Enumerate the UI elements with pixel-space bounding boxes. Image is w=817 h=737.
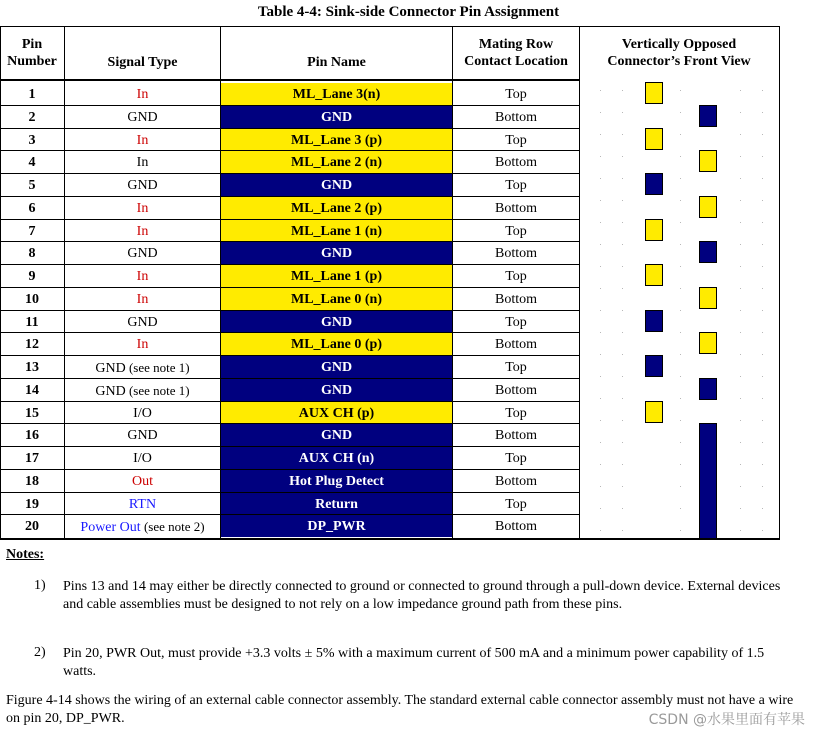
contact-square xyxy=(699,105,717,127)
contact-square xyxy=(699,196,717,218)
guide-dot xyxy=(622,354,623,355)
guide-dot xyxy=(600,288,601,289)
pin-number-cell: 20 xyxy=(25,519,39,534)
contact-square xyxy=(645,82,663,104)
guide-dot xyxy=(680,376,681,377)
guide-dot xyxy=(740,332,741,333)
header-pin-number: Pin Number xyxy=(7,37,57,69)
signal-type-cell xyxy=(65,402,220,424)
table-title: Table 4-4: Sink-side Connector Pin Assignment xyxy=(257,4,560,20)
pin-name-cell: ML_Lane 0 (p) xyxy=(221,333,452,355)
mating-row-cell: Bottom xyxy=(494,383,537,398)
guide-dot xyxy=(622,266,623,267)
guide-dot xyxy=(600,332,601,333)
mating-row-cell: Bottom xyxy=(494,519,537,534)
grid-line-horizontal xyxy=(0,401,580,402)
grid-line-horizontal xyxy=(0,514,580,515)
pin-name-cell: ML_Lane 0 (n) xyxy=(221,288,452,310)
mating-row-cell: Top xyxy=(505,269,527,284)
grid-line-horizontal xyxy=(0,173,580,174)
header-signal-type: Signal Type xyxy=(107,55,178,70)
pin-number-cell: 10 xyxy=(25,292,39,307)
signal-type-value: GND xyxy=(127,246,158,261)
signal-type-value: I/O xyxy=(133,406,152,421)
pin-number-cell: 8 xyxy=(28,246,36,261)
pin-number-cell: 9 xyxy=(28,269,36,284)
guide-dot xyxy=(680,530,681,531)
guide-dot xyxy=(740,464,741,465)
grid-line-horizontal xyxy=(0,196,580,197)
grid-line-vertical xyxy=(64,26,65,539)
guide-dot xyxy=(762,156,763,157)
pin-number-cell: 3 xyxy=(28,133,36,148)
guide-dot xyxy=(622,530,623,531)
guide-dot xyxy=(622,332,623,333)
guide-dot xyxy=(622,112,623,113)
signal-type-value: In xyxy=(136,224,149,239)
signal-type-value: I/O xyxy=(133,451,152,466)
pin-number-cell: 11 xyxy=(25,315,39,330)
guide-dot xyxy=(740,266,741,267)
guide-dot xyxy=(740,90,741,91)
pin-name-cell: Return xyxy=(221,493,452,514)
signal-type-value: Out xyxy=(132,474,153,489)
guide-dot xyxy=(680,420,681,421)
grid-line-horizontal xyxy=(0,150,580,151)
pin-number-cell: 6 xyxy=(28,201,36,216)
contact-square xyxy=(699,150,717,172)
guide-dot xyxy=(600,200,601,201)
signal-type-cell xyxy=(65,174,220,196)
mating-row-cell: Bottom xyxy=(494,474,537,489)
guide-dot xyxy=(680,90,681,91)
body-paragraph: Figure 4-14 shows the wiring of an external cable connector assembly. The standard external cable connector assembly must not have a wire on pin 20, DP_PWR. xyxy=(6,693,794,726)
pin-name-cell: GND xyxy=(221,356,452,378)
mating-row-cell: Top xyxy=(505,451,527,466)
guide-dot xyxy=(600,464,601,465)
guide-dot xyxy=(622,134,623,135)
contact-strip xyxy=(699,423,717,539)
guide-dot xyxy=(762,486,763,487)
note-text: Pins 13 and 14 may either be directly connected to ground or connected to ground through a pull-down device. External devices and cable assemblies must be designed to not rely on a low impedance ground path from these pins. xyxy=(63,579,781,612)
contact-square xyxy=(645,219,663,241)
pin-number-cell: 17 xyxy=(25,451,39,466)
guide-dot xyxy=(680,200,681,201)
signal-type-cell xyxy=(65,151,220,173)
grid-line-horizontal xyxy=(0,492,580,493)
guide-dot xyxy=(680,112,681,113)
guide-dot xyxy=(622,178,623,179)
guide-dot xyxy=(762,442,763,443)
pin-number-cell: 19 xyxy=(25,497,39,512)
guide-dot xyxy=(740,354,741,355)
guide-dot xyxy=(740,530,741,531)
mating-row-cell: Bottom xyxy=(494,292,537,307)
guide-dot xyxy=(600,222,601,223)
grid-line-horizontal xyxy=(0,469,580,470)
pin-name-cell: DP_PWR xyxy=(221,515,452,537)
guide-dot xyxy=(740,288,741,289)
contact-square xyxy=(699,241,717,263)
signal-type-cell xyxy=(65,424,220,446)
signal-type-cell xyxy=(65,379,220,401)
contact-square xyxy=(645,128,663,150)
note-text: Pin 20, PWR Out, must provide +3.3 volts ± 5% with a maximum current of 500 mA and a minimum power capability of 1.5 watts. xyxy=(63,646,765,679)
guide-dot xyxy=(600,310,601,311)
pin-name-cell: GND xyxy=(221,424,452,446)
signal-type-cell xyxy=(65,220,220,242)
guide-dot xyxy=(762,376,763,377)
guide-dot xyxy=(740,420,741,421)
mating-row-cell: Bottom xyxy=(494,155,537,170)
signal-type-value: In xyxy=(136,269,149,284)
mating-row-cell: Bottom xyxy=(494,246,537,261)
guide-dot xyxy=(680,156,681,157)
guide-dot xyxy=(600,178,601,179)
guide-dot xyxy=(680,288,681,289)
guide-dot xyxy=(762,244,763,245)
note-number: 1) xyxy=(34,578,46,593)
pin-name-cell: ML_Lane 1 (p) xyxy=(221,265,452,287)
mating-row-cell: Top xyxy=(505,178,527,193)
signal-type-value: In xyxy=(136,87,149,102)
guide-dot xyxy=(740,134,741,135)
grid-line-horizontal xyxy=(0,446,580,447)
guide-dot xyxy=(600,398,601,399)
signal-type-value: In xyxy=(136,201,149,216)
pin-name-cell: ML_Lane 1 (n) xyxy=(221,220,452,241)
guide-dot xyxy=(680,442,681,443)
guide-dot xyxy=(600,354,601,355)
mating-row-cell: Bottom xyxy=(494,337,537,352)
grid-line-vertical xyxy=(220,26,221,539)
guide-dot xyxy=(622,376,623,377)
pin-number-cell: 18 xyxy=(25,474,39,489)
guide-dot xyxy=(762,420,763,421)
guide-dot xyxy=(680,486,681,487)
guide-dot xyxy=(622,156,623,157)
signal-type-cell xyxy=(65,83,220,105)
mating-row-cell: Top xyxy=(505,224,527,239)
signal-type-cell xyxy=(65,470,220,492)
pin-name-cell: AUX CH (n) xyxy=(221,447,452,469)
grid-line-horizontal xyxy=(0,128,580,129)
signal-type-value: GND xyxy=(127,428,158,443)
guide-dot xyxy=(762,464,763,465)
pin-number-cell: 12 xyxy=(25,337,39,352)
signal-type-cell xyxy=(65,447,220,469)
signal-type-cell xyxy=(65,197,220,219)
contact-square xyxy=(699,378,717,400)
guide-dot xyxy=(600,244,601,245)
header-pin-name: Pin Name xyxy=(307,55,366,70)
note-number: 2) xyxy=(34,645,46,660)
guide-dot xyxy=(622,222,623,223)
notes-heading: Notes: xyxy=(6,547,45,562)
guide-dot xyxy=(762,112,763,113)
signal-type-cell xyxy=(65,333,220,355)
signal-type-value: GND xyxy=(95,384,126,399)
grid-line-vertical xyxy=(579,26,580,539)
guide-dot xyxy=(622,398,623,399)
guide-dot xyxy=(600,266,601,267)
mating-row-cell: Top xyxy=(505,315,527,330)
signal-note: (see note 1) xyxy=(125,383,190,398)
grid-line-horizontal xyxy=(0,423,580,424)
guide-dot xyxy=(680,244,681,245)
guide-dot xyxy=(762,288,763,289)
signal-type-value: In xyxy=(136,292,149,307)
grid-line-horizontal xyxy=(0,538,780,540)
pin-number-cell: 14 xyxy=(25,383,39,398)
signal-type-cell xyxy=(65,311,220,333)
guide-dot xyxy=(762,332,763,333)
signal-type-cell xyxy=(65,106,220,128)
guide-dot xyxy=(622,486,623,487)
pin-name-cell: ML_Lane 2 (n) xyxy=(221,151,452,173)
guide-dot xyxy=(740,156,741,157)
guide-dot xyxy=(740,112,741,113)
grid-line-horizontal xyxy=(0,264,580,265)
guide-dot xyxy=(740,310,741,311)
guide-dot xyxy=(740,442,741,443)
mating-row-cell: Bottom xyxy=(494,428,537,443)
grid-line-vertical xyxy=(779,26,780,539)
guide-dot xyxy=(622,200,623,201)
pin-name-cell: GND xyxy=(221,242,452,264)
grid-line-horizontal xyxy=(0,355,580,356)
grid-line-horizontal xyxy=(0,105,580,106)
grid-line-horizontal xyxy=(0,241,580,242)
guide-dot xyxy=(622,420,623,421)
mating-row-cell: Top xyxy=(505,360,527,375)
guide-dot xyxy=(762,90,763,91)
guide-dot xyxy=(600,134,601,135)
grid-line-horizontal xyxy=(0,378,580,379)
contact-square xyxy=(645,401,663,423)
pin-name-cell: GND xyxy=(221,311,452,332)
guide-dot xyxy=(740,508,741,509)
pin-name-cell: GND xyxy=(221,106,452,128)
guide-dot xyxy=(680,332,681,333)
guide-dot xyxy=(680,222,681,223)
guide-dot xyxy=(740,398,741,399)
signal-type-cell xyxy=(65,265,220,287)
grid-line-horizontal xyxy=(0,79,580,81)
guide-dot xyxy=(622,442,623,443)
grid-line-horizontal xyxy=(0,287,580,288)
signal-note: (see note 2) xyxy=(140,519,205,534)
guide-dot xyxy=(740,178,741,179)
pin-name-cell: ML_Lane 2 (p) xyxy=(221,197,452,219)
guide-dot xyxy=(622,464,623,465)
signal-type-cell xyxy=(65,493,220,515)
signal-type-value: GND xyxy=(127,315,158,330)
signal-type-value: RTN xyxy=(128,497,157,512)
guide-dot xyxy=(680,310,681,311)
contact-square xyxy=(699,332,717,354)
signal-type-value: In xyxy=(136,155,149,170)
guide-dot xyxy=(622,90,623,91)
guide-dot xyxy=(680,464,681,465)
guide-dot xyxy=(680,508,681,509)
guide-dot xyxy=(600,376,601,377)
guide-dot xyxy=(762,266,763,267)
signal-type-value: In xyxy=(136,337,149,352)
guide-dot xyxy=(762,398,763,399)
signal-type-value: GND xyxy=(127,178,158,193)
guide-dot xyxy=(680,398,681,399)
guide-dot xyxy=(762,508,763,509)
guide-dot xyxy=(622,244,623,245)
grid-line-vertical xyxy=(0,26,1,539)
contact-square xyxy=(645,310,663,332)
mating-row-cell: Top xyxy=(505,497,527,512)
mating-row-cell: Bottom xyxy=(494,201,537,216)
grid-line-horizontal xyxy=(0,219,580,220)
mating-row-cell: Bottom xyxy=(494,110,537,125)
pin-number-cell: 7 xyxy=(28,224,36,239)
contact-square xyxy=(645,264,663,286)
signal-type-cell xyxy=(65,242,220,264)
grid-line-vertical xyxy=(452,26,453,539)
pin-name-cell: GND xyxy=(221,174,452,196)
guide-dot xyxy=(762,222,763,223)
guide-dot xyxy=(600,112,601,113)
signal-type-value: GND xyxy=(95,361,126,376)
guide-dot xyxy=(600,442,601,443)
header-front-view: Vertically Opposed Connector’s Front View xyxy=(607,37,751,69)
guide-dot xyxy=(622,288,623,289)
signal-type-cell xyxy=(65,288,220,310)
contact-square xyxy=(645,173,663,195)
signal-note: (see note 1) xyxy=(125,360,190,375)
grid-line-horizontal xyxy=(0,332,580,333)
guide-dot xyxy=(600,530,601,531)
guide-dot xyxy=(600,420,601,421)
guide-dot xyxy=(622,508,623,509)
guide-dot xyxy=(740,222,741,223)
pin-number-cell: 2 xyxy=(28,110,36,125)
signal-type-value: GND xyxy=(127,110,158,125)
signal-type-cell xyxy=(65,515,220,537)
guide-dot xyxy=(740,200,741,201)
guide-dot xyxy=(680,134,681,135)
header-mating-row: Mating Row Contact Location xyxy=(464,37,568,69)
mating-row-cell: Top xyxy=(505,87,527,102)
guide-dot xyxy=(600,486,601,487)
pin-number-cell: 15 xyxy=(25,406,39,421)
guide-dot xyxy=(762,310,763,311)
grid-line-horizontal xyxy=(0,310,580,311)
contact-square xyxy=(699,287,717,309)
guide-dot xyxy=(740,244,741,245)
pin-name-cell: ML_Lane 3 (p) xyxy=(221,129,452,150)
guide-dot xyxy=(740,486,741,487)
pin-number-cell: 4 xyxy=(28,155,36,170)
guide-dot xyxy=(762,134,763,135)
pin-number-cell: 13 xyxy=(25,360,39,375)
guide-dot xyxy=(762,354,763,355)
guide-dot xyxy=(680,354,681,355)
guide-dot xyxy=(680,266,681,267)
guide-dot xyxy=(762,178,763,179)
pin-number-cell: 1 xyxy=(28,87,36,102)
watermark: CSDN @水果里面有苹果 xyxy=(648,712,805,728)
signal-type-cell xyxy=(65,356,220,378)
grid-line-horizontal xyxy=(0,26,780,27)
guide-dot xyxy=(762,200,763,201)
guide-dot xyxy=(680,178,681,179)
contact-square xyxy=(645,355,663,377)
mating-row-cell: Top xyxy=(505,133,527,148)
pin-number-cell: 5 xyxy=(28,178,36,193)
pin-name-cell: Hot Plug Detect xyxy=(221,470,452,492)
pin-name-cell: AUX CH (p) xyxy=(221,402,452,423)
guide-dot xyxy=(762,530,763,531)
guide-dot xyxy=(600,90,601,91)
guide-dot xyxy=(740,376,741,377)
mating-row-cell: Top xyxy=(505,406,527,421)
pin-number-cell: 16 xyxy=(25,428,39,443)
signal-type-value: Power Out xyxy=(80,520,141,535)
signal-type-value: In xyxy=(136,133,149,148)
pin-name-cell: ML_Lane 3(n) xyxy=(221,83,452,105)
pin-name-cell: GND xyxy=(221,379,452,401)
guide-dot xyxy=(600,156,601,157)
guide-dot xyxy=(622,310,623,311)
guide-dot xyxy=(600,508,601,509)
signal-type-cell xyxy=(65,129,220,151)
